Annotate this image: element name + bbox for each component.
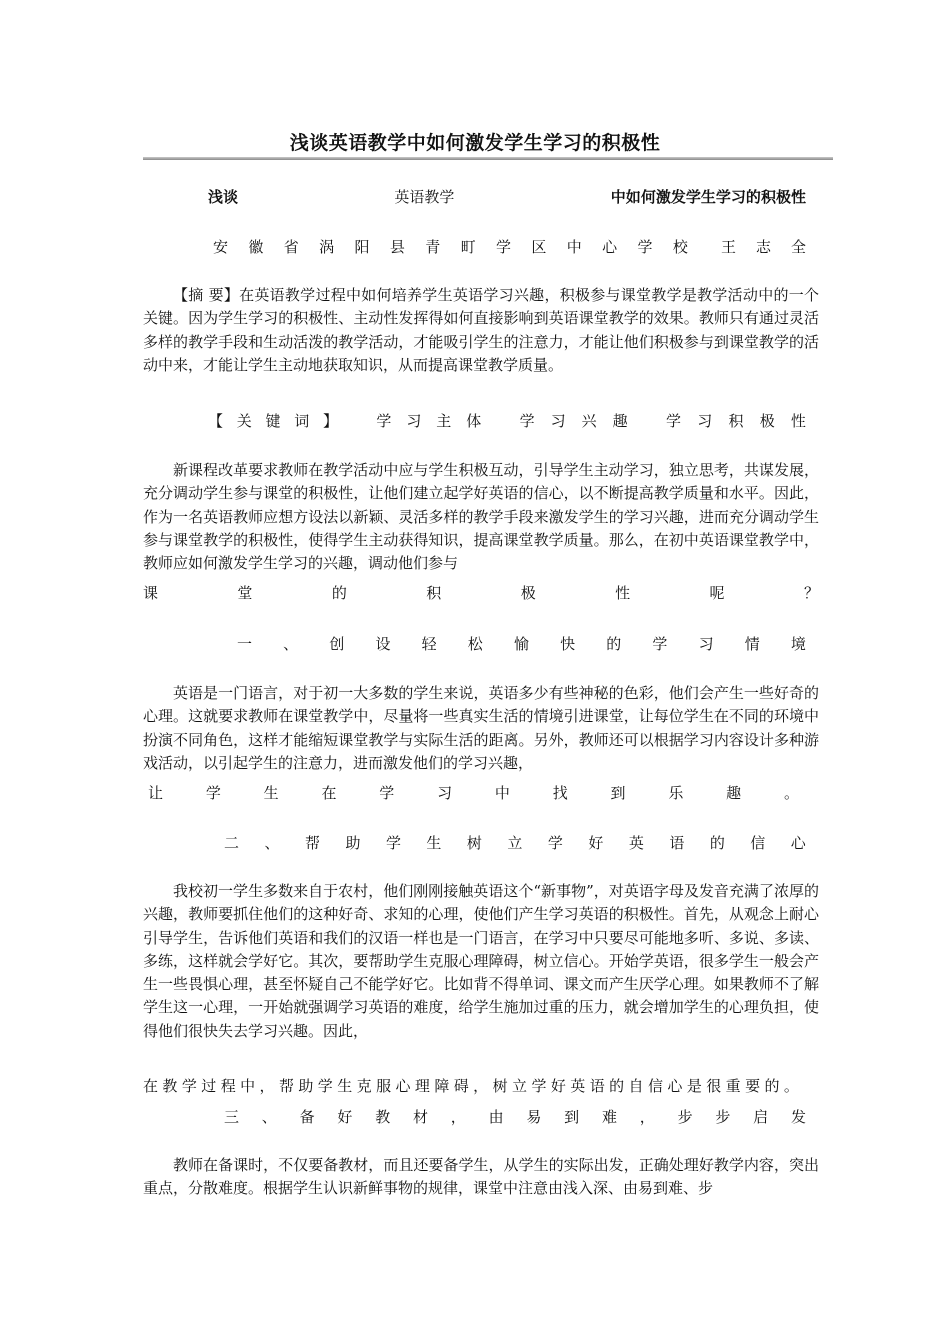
section-1-heading: 一 、 创 设 轻 松 愉 快 的 学 习 情 境	[237, 635, 806, 653]
section-2-paragraph: 我校初一学生多数来自于农村，他们刚刚接触英语这个“新事物”，对英语字母及发音充满了浓厚的兴趣，教师要抓住他们的这种好奇、求知的心理，使他们产生学习英语的积极性。首先，从观念上耐心引导学生，告诉他们英语和我们的汉语一样也是一门语言，在学习中只要尽可能地多听、多说、多读、多练，这样就会学好它。其次，要帮助学生克服心理障碍，树立信心。开始学英语，很多学生一般会产生一些畏惧心理，甚至怀疑自己不能学好它。比如背不得单词、课文而产生厌学心理。如果教师不了解学生这一心理，一开始就强调学习英语的难度，给学生施加过重的压力，就会增加学生的心理负担，使得他们很快失去学习兴趣。因此，	[143, 882, 819, 1040]
section-2-heading: 二 、 帮 助 学 生 树 立 学 好 英 语 的 信 心	[224, 834, 806, 852]
section-1-paragraph: 英语是一门语言，对于初一大多数的学生来说，英语多少有些神秘的色彩，他们会产生一些好奇的心理。这就要求教师在课堂教学中，尽量将一些真实生活的情境引进课堂，让每位学生在不同的环境中扮演不同角色，这样才能缩短课堂教学与实际生活的距离。另外，教师还可以根据学习内容设计多种游戏活动，以引起学生的注意力，进而激发他们的学习兴趣，	[143, 684, 819, 772]
section-3-heading: 三 、 备 好 教 材 ， 由 易 到 难 ， 步 步 启 发	[224, 1108, 806, 1126]
keyword-1: 学 习 主 体	[376, 412, 482, 430]
keyword-3: 学 习 积 极 性	[665, 412, 806, 430]
section-2-last-line: 在 教 学 过 程 中 ， 帮 助 学 生 克 服 心 理 障 碍 ， 树 立 学 好 英 语 的 自 信 心 是 很 重 要 的 。	[143, 1077, 799, 1095]
subtitle-part-3: 中如何激发学生学习的积极性	[610, 188, 806, 206]
author-affiliation: 安 徽 省 涡 阳 县 青 町 学 区 中 心 学 校	[213, 238, 688, 256]
keywords-line	[208, 409, 806, 433]
page-title: 浅谈英语教学中如何激发学生学习的积极性	[289, 132, 661, 154]
intro-paragraph: 新课程改革要求教师在教学活动中应与学生积极互动，引导学生主动学习，独立思考，共谋发展，充分调动学生参与课堂的积极性，让他们建立起学好英语的信心，以不断提高教学质量和水平。因此，作为一名英语教师应想方设法以新颖、灵活多样的教学手段来激发学生的学习兴趣，进而充分调动学生参与课堂教学的积极性，使得学生主动获得知识，提高课堂教学质量。那么，在初中英语课堂教学中，教师应如何激发学生学习的兴趣，调动他们参与	[143, 461, 819, 573]
title-divider	[143, 157, 833, 160]
author-name: 王 志 全	[721, 238, 806, 256]
article-subtitle	[208, 185, 806, 209]
subtitle-part-1: 浅谈	[208, 188, 239, 206]
keyword-2: 学 习 兴 趣	[519, 412, 628, 430]
intro-last-line: 课 堂 的 积 极 性 呢 ？	[143, 584, 819, 602]
section-3-paragraph: 教师在备课时，不仅要备教材，而且还要备学生，从学生的实际出发，正确处理好教学内容，突出重点，分散难度。根据学生认识新鲜事物的规律，课堂中注意由浅入深、由易到难、步	[143, 1156, 819, 1198]
keywords-label: 【 关 键 词 】	[208, 412, 338, 430]
author-line	[213, 235, 806, 259]
section-1-last-line: 让 学 生 在 学 习 中 找 到 乐 趣 。	[148, 784, 799, 802]
abstract: 【摘 要】在英语教学过程中如何培养学生英语学习兴趣，积极参与课堂教学是教学活动中的一个关键。因为学生学习的积极性、主动性发挥得如何直接影响到英语课堂教学的效果。教师只有通过灵活多样的教学手段和生动活泼的教学活动，才能吸引学生的注意力，才能让他们积极参与到课堂教学的活动中来，才能让学生主动地获取知识，从而提高课堂教学质量。	[143, 286, 819, 374]
subtitle-part-2: 英语教学	[394, 188, 455, 206]
